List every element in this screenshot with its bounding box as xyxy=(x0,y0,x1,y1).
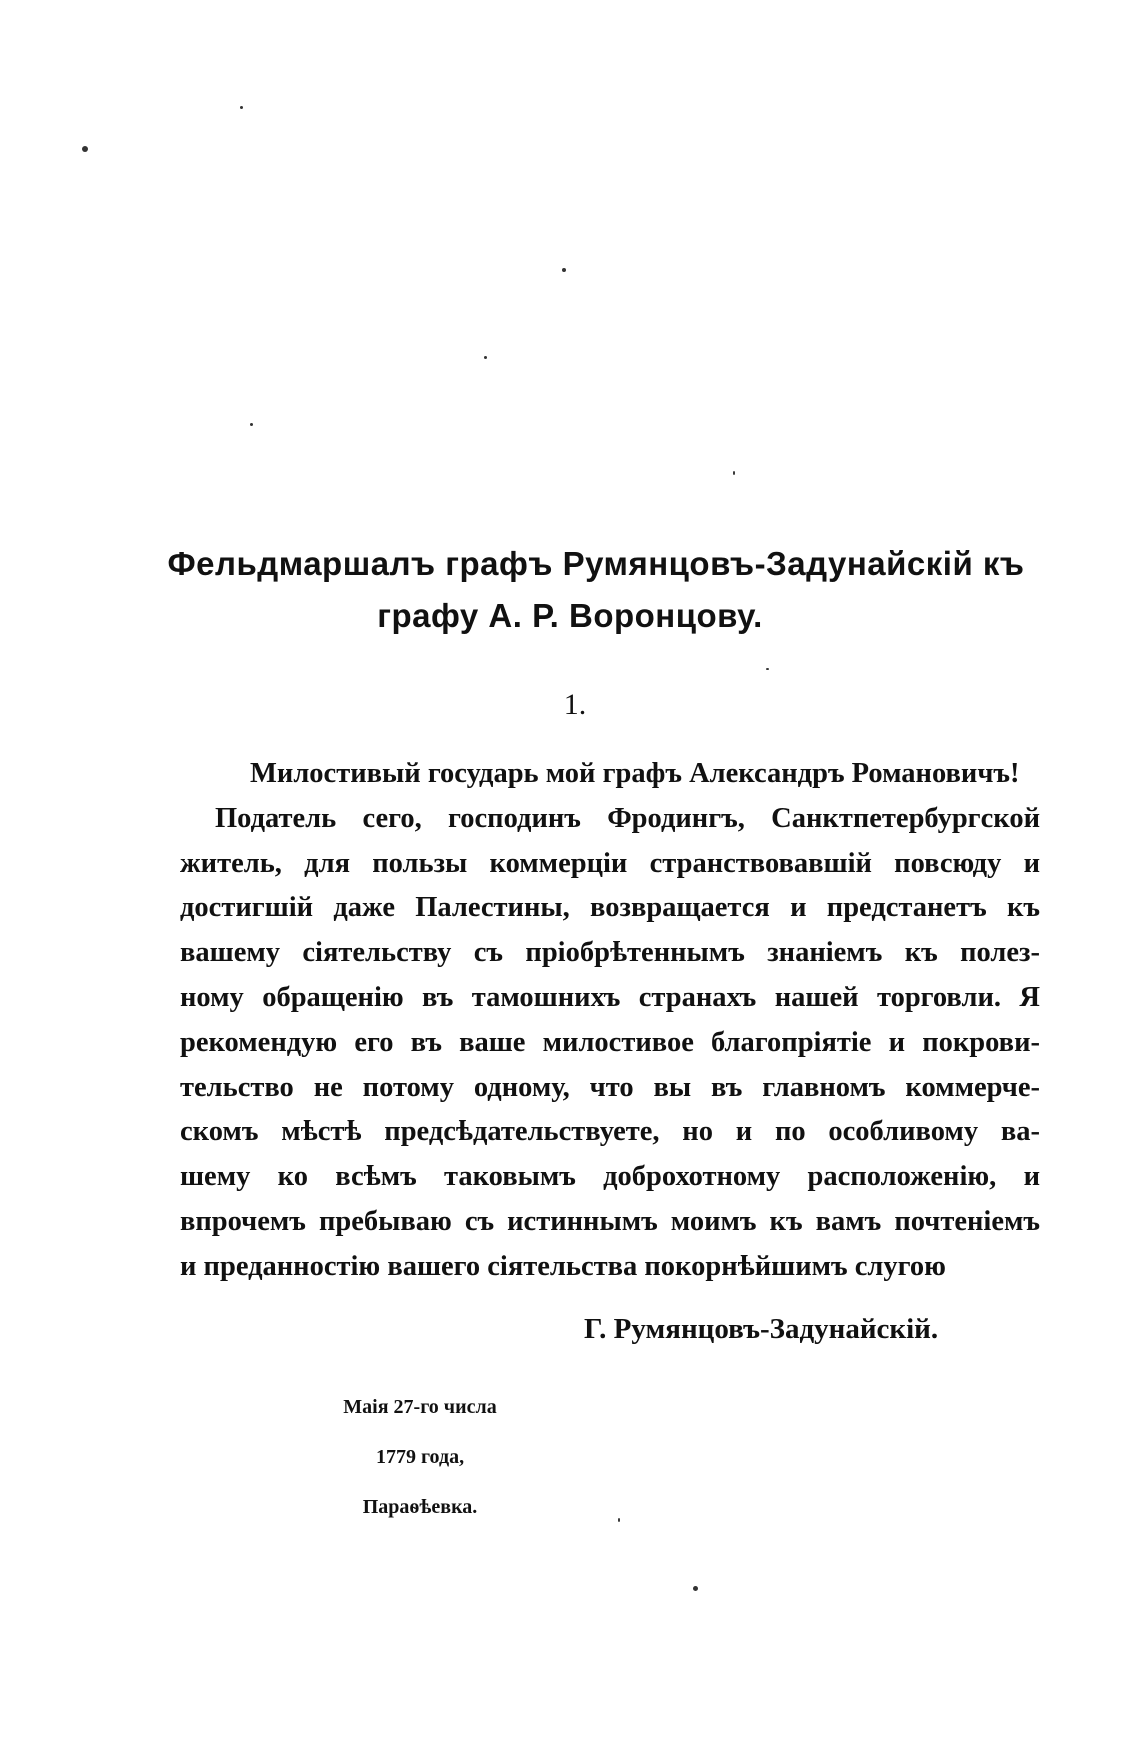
body-line: и преданностію вашего сіятельства покорнѣйшимъ слугою xyxy=(180,1250,946,1282)
scan-speck xyxy=(733,471,735,475)
heading-line-1: Фельдмаршалъ графъ Румянцовъ-Задунайскій къ xyxy=(167,545,1025,582)
body-line: житель, для пользы коммерціи странствовавшій повсюду и xyxy=(180,847,1040,879)
signature: Г. Румянцовъ-Задунайскій. xyxy=(584,1313,939,1345)
scan-speck xyxy=(766,668,769,670)
scan-speck xyxy=(618,1518,620,1522)
letter-number: 1. xyxy=(563,688,587,721)
scan-speck xyxy=(693,1586,698,1591)
letter-heading xyxy=(0,538,1140,642)
body-line: скомъ мѣстѣ предсѣдательствуете, но и по особливому ва- xyxy=(180,1116,1040,1148)
dateline-date: Маія 27-го числа xyxy=(343,1396,497,1418)
dateline xyxy=(310,1382,530,1532)
dateline-place: Параѳѣевка. xyxy=(362,1496,478,1518)
salutation: Милостивый государь мой графъ Александръ Романовичъ! xyxy=(250,758,1020,789)
body-line: ному обращенію въ тамошнихъ странахъ нашей торговли. Я xyxy=(180,981,1040,1013)
body-line: рекомендую его въ ваше милостивое благопріятіе и покрови- xyxy=(180,1026,1040,1058)
scan-speck xyxy=(484,356,487,359)
scan-speck xyxy=(82,146,88,152)
scan-speck xyxy=(240,106,243,109)
body-line: вашему сіятельству съ пріобрѣтеннымъ знаніемъ къ полез- xyxy=(180,937,1040,969)
scan-speck xyxy=(562,268,566,272)
dateline-year: 1779 года, xyxy=(375,1446,465,1468)
body-line: впрочемъ пребываю съ истиннымъ моимъ къ вамъ почтеніемъ xyxy=(180,1205,1040,1237)
scan-speck xyxy=(250,423,253,426)
letter-body xyxy=(180,752,1040,1290)
body-line: тельство не потому одному, что вы въ главномъ коммерче- xyxy=(180,1071,1040,1103)
heading-line-2: графу А. Р. Воронцову. xyxy=(377,597,763,634)
body-line: шему ко всѣмъ таковымъ доброхотному расположенію, и xyxy=(180,1161,1040,1193)
body-line: Податель сего, господинъ Фродингъ, Санктпетербургской xyxy=(215,802,1040,834)
body-line: достигшій даже Палестины, возвращается и предстанетъ къ xyxy=(180,892,1040,924)
